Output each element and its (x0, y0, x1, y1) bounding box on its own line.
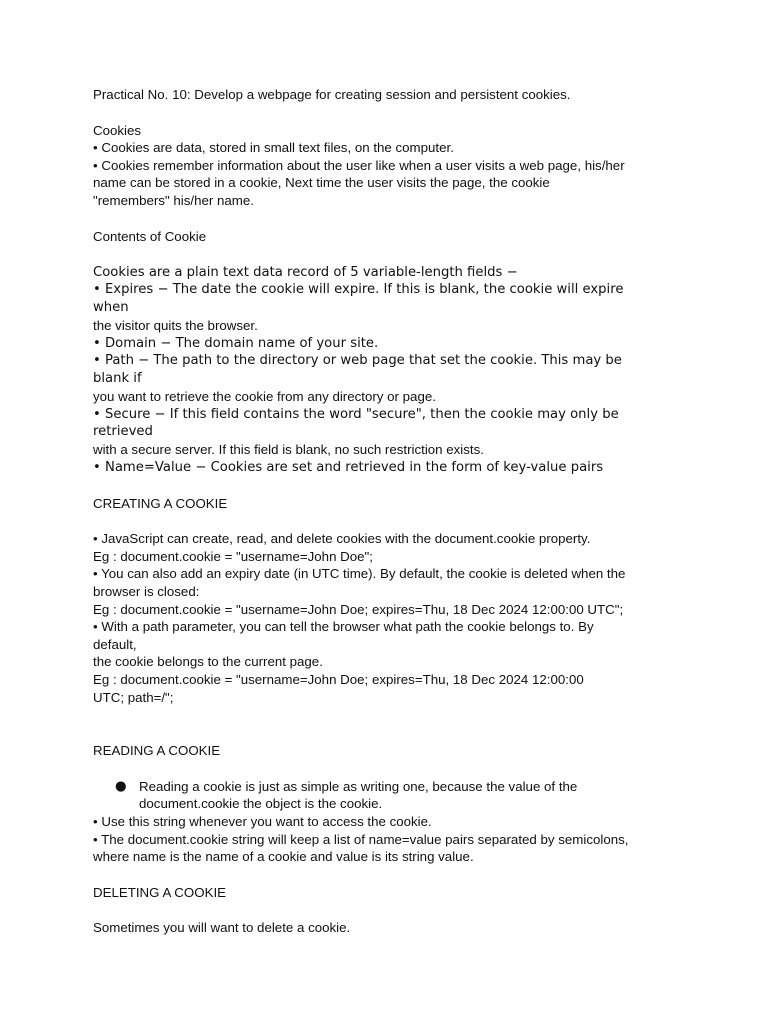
reading-bullet-list (93, 778, 683, 813)
spacer (93, 760, 683, 778)
contents-line-3: when (93, 300, 129, 316)
cookies-line-3: name can be stored in a cookie, Next time the user visits the page, the cookie (93, 175, 550, 191)
spacer (93, 104, 683, 122)
creating-heading: CREATING A COOKIE (93, 495, 228, 511)
cookies-line-4: "remembers" his/her name. (93, 192, 254, 208)
creating-line-2: Eg : document.cookie = "username=John Doe"; (93, 548, 373, 564)
reading-heading: READING A COOKIE (93, 743, 221, 759)
reading-line-2: • The document.cookie string will keep a list of name=value pairs separated by semicolons, (93, 831, 629, 847)
deleting-line-1: Sometimes you will want to delete a cookie. (93, 920, 351, 936)
spacer (93, 901, 683, 919)
spacer (93, 512, 683, 530)
cookies-heading: Cookies (93, 122, 142, 138)
spacer (93, 477, 683, 495)
spacer (93, 724, 683, 742)
spacer (93, 210, 683, 228)
creating-line-5: Eg : document.cookie = "username=John Doe; expires=Thu, 18 Dec 2024 12:00:00 UTC"; (93, 601, 624, 617)
contents-line-9: • Secure − If this field contains the word "secure", then the cookie may only be (93, 406, 619, 422)
contents-line-5: • Domain − The domain name of your site. (93, 335, 379, 351)
spacer (93, 866, 683, 884)
deleting-heading: DELETING A COOKIE (93, 884, 227, 900)
cookies-line-2: • Cookies remember information about the user like when a user visits a web page, his/her (93, 157, 625, 173)
contents-line-7: blank if (93, 371, 142, 387)
creating-line-6: • With a path parameter, you can tell the browser what path the cookie belongs to. By (93, 619, 594, 635)
contents-line-10: retrieved (93, 424, 153, 440)
creating-line-4: browser is closed: (93, 583, 200, 599)
reading-bullet-line-1: Reading a cookie is just as simple as writing one, because the value of the (139, 778, 578, 794)
creating-line-3: • You can also add an expiry date (in UTC time). By default, the cookie is deleted when the (93, 566, 626, 582)
contents-line-11: with a secure server. If this field is blank, no such restriction exists. (93, 442, 484, 458)
bullet-dot-icon: ● (115, 778, 127, 794)
spacer (93, 706, 683, 724)
reading-bullet-item (93, 778, 683, 813)
contents-line-4: the visitor quits the browser. (93, 318, 258, 334)
contents-line-1: Cookies are a plain text data record of 5 variable-length fields − (93, 264, 518, 280)
cookies-line-1: • Cookies are data, stored in small text files, on the computer. (93, 140, 454, 156)
contents-line-8: you want to retrieve the cookie from any directory or page. (93, 389, 436, 405)
creating-line-7: default, (93, 636, 137, 652)
document-page (93, 86, 683, 937)
contents-line-12: • Name=Value − Cookies are set and retrieved in the form of key-value pairs (93, 459, 604, 475)
creating-line-10: UTC; path=/"; (93, 689, 174, 705)
contents-heading: Contents of Cookie (93, 228, 207, 244)
reading-bullet-line-2: document.cookie the object is the cookie. (139, 796, 383, 812)
contents-line-2: • Expires − The date the cookie will expire. If this is blank, the cookie will expire (93, 282, 624, 298)
creating-line-1: • JavaScript can create, read, and delete cookies with the document.cookie property. (93, 531, 591, 547)
creating-line-8: the cookie belongs to the current page. (93, 654, 323, 670)
creating-line-9: Eg : document.cookie = "username=John Doe; expires=Thu, 18 Dec 2024 12:00:00 (93, 671, 584, 687)
practical-title: Practical No. 10: Develop a webpage for creating session and persistent cookies. (93, 87, 571, 102)
contents-line-6: • Path − The path to the directory or web page that set the cookie. This may be (93, 353, 622, 369)
reading-line-3: where name is the name of a cookie and value is its string value. (93, 849, 474, 865)
reading-line-1: • Use this string whenever you want to access the cookie. (93, 813, 432, 829)
spacer (93, 245, 683, 264)
